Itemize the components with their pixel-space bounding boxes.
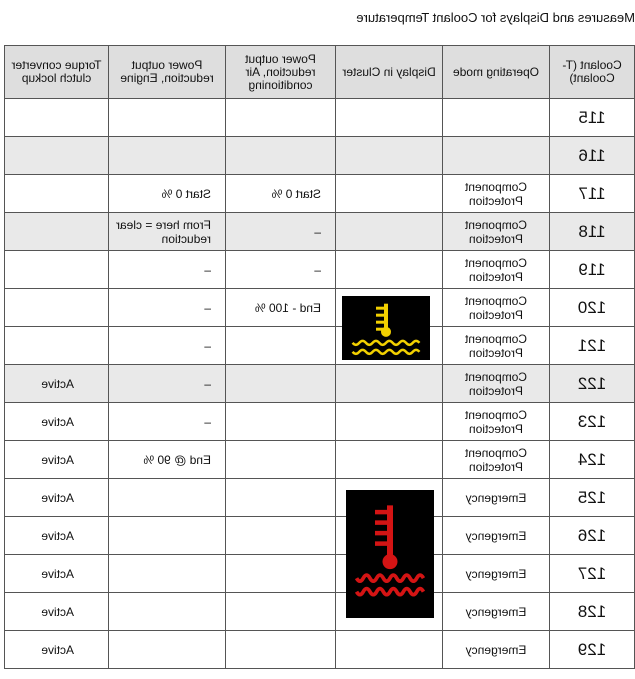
header-row [5, 46, 635, 99]
cell-operating-mode: Emergency [443, 479, 550, 517]
cell-display-in-cluster [336, 213, 443, 251]
table-row [5, 327, 635, 365]
header-coolant: Coolant (T-Coolant) [550, 46, 635, 99]
cell-power-output-engine [109, 517, 226, 555]
table-row [5, 289, 635, 327]
cell-power-output-ac [226, 479, 336, 517]
cell-coolant-temp: 123 [550, 403, 635, 441]
header-operating-mode: Operating mode [443, 46, 550, 99]
cell-power-output-ac [226, 365, 336, 403]
table-row [5, 99, 635, 137]
table-row [5, 441, 635, 479]
cell-display-in-cluster [336, 99, 443, 137]
table-body [5, 99, 635, 669]
cell-coolant-temp: 121 [550, 327, 635, 365]
table-row [5, 213, 635, 251]
cell-operating-mode [443, 137, 550, 175]
cell-coolant-temp: 124 [550, 441, 635, 479]
cell-operating-mode: Emergency [443, 517, 550, 555]
table-row [5, 251, 635, 289]
cell-torque-converter [5, 327, 109, 365]
cell-power-output-ac: – [226, 251, 336, 289]
cell-power-output-ac [226, 327, 336, 365]
cell-display-in-cluster [336, 137, 443, 175]
cell-coolant-temp: 117 [550, 175, 635, 213]
cell-power-output-engine: – [109, 403, 226, 441]
cell-power-output-engine [109, 593, 226, 631]
cell-coolant-temp: 125 [550, 479, 635, 517]
cell-torque-converter [5, 289, 109, 327]
cell-operating-mode: Component Protection [443, 289, 550, 327]
cell-power-output-ac [226, 403, 336, 441]
cell-coolant-temp: 126 [550, 517, 635, 555]
cell-power-output-engine: – [109, 365, 226, 403]
cell-torque-converter: Active [5, 631, 109, 669]
header-torque-converter: Torque converter clutch lockup [5, 46, 109, 99]
cell-power-output-ac [226, 555, 336, 593]
cell-operating-mode: Component Protection [443, 175, 550, 213]
cell-power-output-engine: – [109, 251, 226, 289]
cell-operating-mode: Emergency [443, 593, 550, 631]
cell-power-output-ac [226, 99, 336, 137]
cell-power-output-ac: End - 100 % [226, 289, 336, 327]
cell-power-output-engine: End @ 90 % [109, 441, 226, 479]
header-power-output-engine: Power output reduction, Engine [109, 46, 226, 99]
table-row [5, 631, 635, 669]
cell-torque-converter: Active [5, 479, 109, 517]
document-title: Measures and Displays for Coolant Temperature [356, 10, 635, 25]
cell-power-output-ac: – [226, 213, 336, 251]
cell-torque-converter: Active [5, 441, 109, 479]
cell-display-in-cluster [336, 403, 443, 441]
cell-coolant-temp: 119 [550, 251, 635, 289]
table-row [5, 555, 635, 593]
cell-power-output-ac [226, 631, 336, 669]
cell-coolant-temp: 115 [550, 99, 635, 137]
coolant-temperature-warning-icon-red [346, 490, 434, 618]
table-row [5, 593, 635, 631]
header-display-in-cluster: Display in Cluster [336, 46, 443, 99]
cell-power-output-engine: Start 0 % [109, 175, 226, 213]
cell-display-in-cluster [336, 175, 443, 213]
cell-power-output-ac [226, 593, 336, 631]
cell-power-output-engine [109, 555, 226, 593]
cell-power-output-ac: Start 0 % [226, 175, 336, 213]
cell-power-output-engine: – [109, 289, 226, 327]
cell-coolant-temp: 118 [550, 213, 635, 251]
cell-operating-mode: Component Protection [443, 251, 550, 289]
cell-torque-converter [5, 175, 109, 213]
cell-torque-converter [5, 99, 109, 137]
cell-coolant-temp: 120 [550, 289, 635, 327]
thermometer-waves-icon [342, 296, 430, 360]
cell-display-in-cluster [336, 441, 443, 479]
cell-coolant-temp: 129 [550, 631, 635, 669]
table-row [5, 403, 635, 441]
table-row [5, 517, 635, 555]
cell-coolant-temp: 116 [550, 137, 635, 175]
cell-operating-mode: Component Protection [443, 327, 550, 365]
cell-operating-mode: Emergency [443, 631, 550, 669]
cell-power-output-ac [226, 517, 336, 555]
cell-power-output-engine: From here = clear reduction [109, 213, 226, 251]
cell-power-output-engine [109, 479, 226, 517]
cell-power-output-engine [109, 137, 226, 175]
cell-power-output-engine [109, 631, 226, 669]
cell-display-in-cluster [336, 365, 443, 403]
cell-operating-mode: Component Protection [443, 365, 550, 403]
cell-operating-mode [443, 99, 550, 137]
cell-coolant-temp: 128 [550, 593, 635, 631]
table-row [5, 365, 635, 403]
cell-torque-converter: Active [5, 555, 109, 593]
table-row [5, 175, 635, 213]
thermometer-waves-icon [346, 490, 434, 618]
cell-torque-converter: Active [5, 517, 109, 555]
cell-operating-mode: Component Protection [443, 213, 550, 251]
cell-coolant-temp: 122 [550, 365, 635, 403]
cell-power-output-engine: – [109, 327, 226, 365]
title-row [0, 0, 635, 45]
table-row [5, 479, 635, 517]
cell-coolant-temp: 127 [550, 555, 635, 593]
cell-operating-mode: Emergency [443, 555, 550, 593]
cell-power-output-ac [226, 441, 336, 479]
coolant-temperature-table [4, 45, 635, 669]
cell-torque-converter: Active [5, 403, 109, 441]
header-power-output-ac: Power output reduction, Air conditioning [226, 46, 336, 99]
table-row [5, 137, 635, 175]
cell-power-output-ac [226, 137, 336, 175]
cell-display-in-cluster [336, 251, 443, 289]
cell-torque-converter [5, 137, 109, 175]
cell-display-in-cluster [336, 631, 443, 669]
cell-power-output-engine [109, 99, 226, 137]
cell-torque-converter: Active [5, 365, 109, 403]
cell-torque-converter [5, 213, 109, 251]
cell-torque-converter: Active [5, 593, 109, 631]
cell-operating-mode: Component Protection [443, 403, 550, 441]
cell-torque-converter [5, 251, 109, 289]
cell-operating-mode: Component Protection [443, 441, 550, 479]
coolant-temperature-warning-icon-yellow [342, 296, 430, 360]
